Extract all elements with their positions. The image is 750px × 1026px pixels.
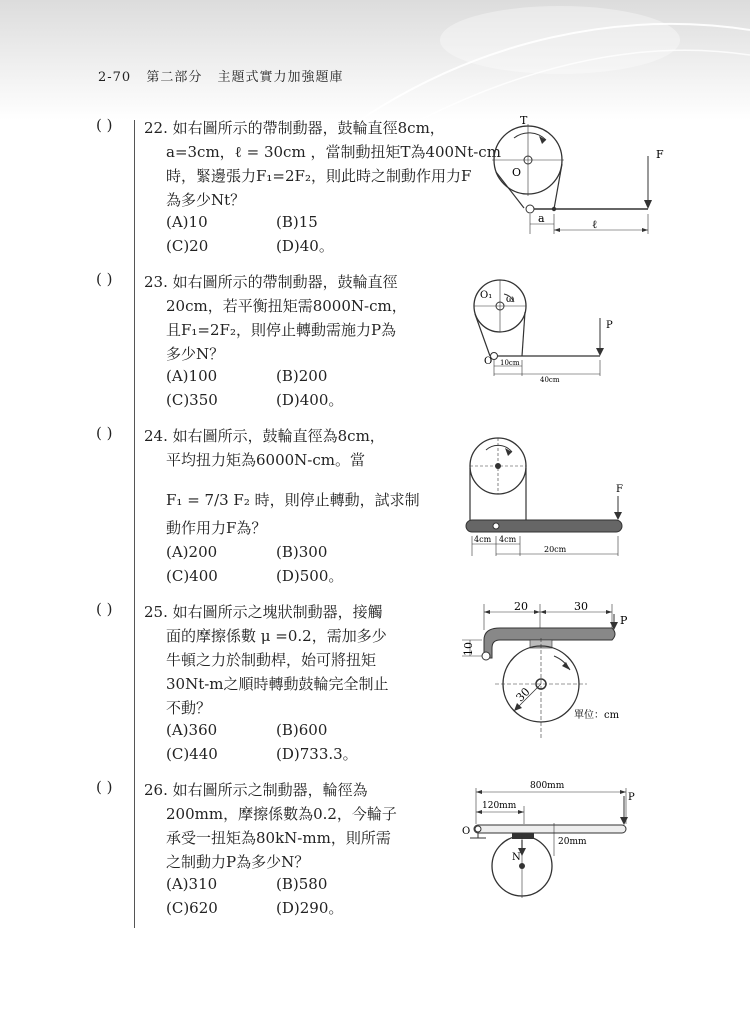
- label-40cm: 40cm: [540, 376, 560, 384]
- stem-line: 面的摩擦係數 μ =0.2，需加多少: [166, 627, 387, 645]
- choices: [166, 364, 386, 412]
- choice-c[interactable]: (C)20: [166, 237, 209, 255]
- choice-b[interactable]: (B)15: [276, 213, 318, 231]
- choice-a[interactable]: (A)360: [166, 721, 218, 739]
- choice-a[interactable]: (A)10: [166, 213, 208, 231]
- band-brake-diagram: [470, 276, 630, 386]
- choices: [166, 872, 386, 920]
- label-o: O: [512, 166, 522, 179]
- choice-b[interactable]: (B)300: [276, 543, 328, 561]
- choice-b[interactable]: (B)200: [276, 367, 328, 385]
- stem-line: 200mm，摩擦係數為0.2，今輪子: [166, 805, 397, 823]
- stem-line: 平均扭力矩為6000N-cm。當: [166, 451, 365, 469]
- stem-line: 承受一扭矩為80kN-mm，則所需: [166, 829, 391, 847]
- choice-a[interactable]: (A)100: [166, 367, 218, 385]
- choices: [166, 210, 386, 258]
- stem-line: 26. 如右圖所示之制動器，輪徑為: [144, 781, 368, 799]
- choice-c[interactable]: (C)350: [166, 391, 218, 409]
- answer-paren[interactable]: ( ): [96, 424, 113, 442]
- stem-line: 且F₁=2F₂，則停止轉動需施力P為: [166, 321, 397, 339]
- label-p: P: [620, 614, 628, 627]
- label-4cm-left: 4cm: [474, 535, 492, 544]
- stem-line: 20cm，若平衡扭矩需8000N-cm，: [166, 297, 407, 315]
- label-10cm: 10cm: [500, 359, 520, 367]
- stem-line: 多少N？: [166, 345, 225, 363]
- choice-c[interactable]: (C)400: [166, 567, 218, 585]
- stem-line: 22. 如右圖所示的帶制動器，鼓輪直徑8cm，: [144, 119, 445, 137]
- stem-line: 不動？: [166, 699, 212, 717]
- choice-b[interactable]: (B)580: [276, 875, 328, 893]
- label-f: F: [616, 484, 623, 495]
- label-omega: ω: [506, 294, 515, 305]
- page-header: [98, 66, 354, 85]
- label-800mm: 800mm: [530, 781, 565, 791]
- label-r30: 30: [513, 685, 533, 705]
- stem-line: a=3cm，ℓ = 30cm ，當制動扭矩T為400Nt-cm: [166, 143, 501, 161]
- stem-line: 為多少Nt？: [166, 191, 246, 209]
- label-p: P: [606, 320, 613, 331]
- label-30: 30: [574, 600, 588, 613]
- page-number: 2-70: [98, 70, 132, 85]
- choices: [166, 718, 386, 766]
- choice-c[interactable]: (C)620: [166, 899, 218, 917]
- band-brake-diagram: [462, 436, 632, 561]
- answer-paren[interactable]: ( ): [96, 270, 113, 288]
- answer-paren[interactable]: ( ): [96, 778, 113, 796]
- header-decoration: [0, 0, 750, 120]
- stem-line: 之制動力P為多少N？: [166, 853, 310, 871]
- margin-rule: [134, 120, 135, 928]
- part-label: 第二部分: [146, 70, 203, 85]
- block-brake-diagram: [462, 778, 637, 903]
- label-10: 10: [462, 642, 475, 656]
- label-o: O: [462, 826, 471, 837]
- label-p: P: [628, 792, 635, 803]
- choice-d[interactable]: (D)733.3。: [276, 745, 358, 763]
- answer-paren[interactable]: ( ): [96, 600, 113, 618]
- stem-line: 23. 如右圖所示的帶制動器，鼓輪直徑: [144, 273, 398, 291]
- label-f: F: [656, 148, 664, 161]
- figure-block-brake-26: [462, 778, 637, 907]
- stem-line: 25. 如右圖所示之塊狀制動器，接觸: [144, 603, 383, 621]
- stem-line: F₁ = 7/3 F₂ 時，則停止轉動，試求制: [166, 491, 420, 509]
- label-n: N: [512, 852, 521, 863]
- page-title: 主題式實力加強題庫: [217, 70, 344, 85]
- stem-line: 牛頓之力於制動桿，始可將扭矩: [166, 651, 377, 669]
- choice-d[interactable]: (D)400。: [276, 391, 344, 409]
- answer-paren[interactable]: ( ): [96, 116, 113, 134]
- label-t: T: [520, 116, 528, 127]
- label-o: O: [484, 356, 493, 367]
- stem-line: 30Nt-m之順時轉動鼓輪完全制止: [166, 675, 389, 693]
- stem-line: 24. 如右圖所示，鼓輪直徑為8cm，: [144, 427, 385, 445]
- choice-d[interactable]: (D)500。: [276, 567, 344, 585]
- choice-d[interactable]: (D)290。: [276, 899, 344, 917]
- band-brake-diagram: [490, 116, 670, 241]
- label-l: ℓ: [592, 218, 598, 231]
- figure-band-brake-23: [470, 276, 630, 390]
- choices: [166, 540, 386, 588]
- figure-block-brake-25: [462, 600, 632, 754]
- choice-a[interactable]: (A)310: [166, 875, 218, 893]
- header-background: [0, 0, 750, 120]
- question-stem: [144, 424, 434, 540]
- choice-a[interactable]: (A)200: [166, 543, 218, 561]
- question-stem: [144, 778, 434, 874]
- question-stem: [144, 600, 434, 720]
- label-120mm: 120mm: [482, 801, 517, 811]
- label-4cm-right: 4cm: [499, 535, 517, 544]
- choice-d[interactable]: (D)40。: [276, 237, 334, 255]
- label-20mm: 20mm: [558, 837, 587, 847]
- question-stem: [144, 116, 501, 212]
- label-20: 20: [514, 600, 528, 613]
- figure-band-brake-22: [490, 116, 670, 245]
- label-20cm: 20cm: [544, 545, 567, 554]
- stem-line: 時，緊邊張力F₁=2F₂，則此時之制動作用力F: [166, 167, 472, 185]
- block-brake-diagram: [462, 600, 632, 750]
- label-unit: 單位：cm: [574, 710, 620, 721]
- question-stem: [144, 270, 434, 366]
- label-a: a: [538, 212, 545, 225]
- choice-c[interactable]: (C)440: [166, 745, 218, 763]
- stem-line: 動作用力F為？: [166, 519, 267, 537]
- figure-band-brake-24: [462, 436, 632, 565]
- choice-b[interactable]: (B)600: [276, 721, 328, 739]
- label-o1: O₁: [480, 290, 493, 301]
